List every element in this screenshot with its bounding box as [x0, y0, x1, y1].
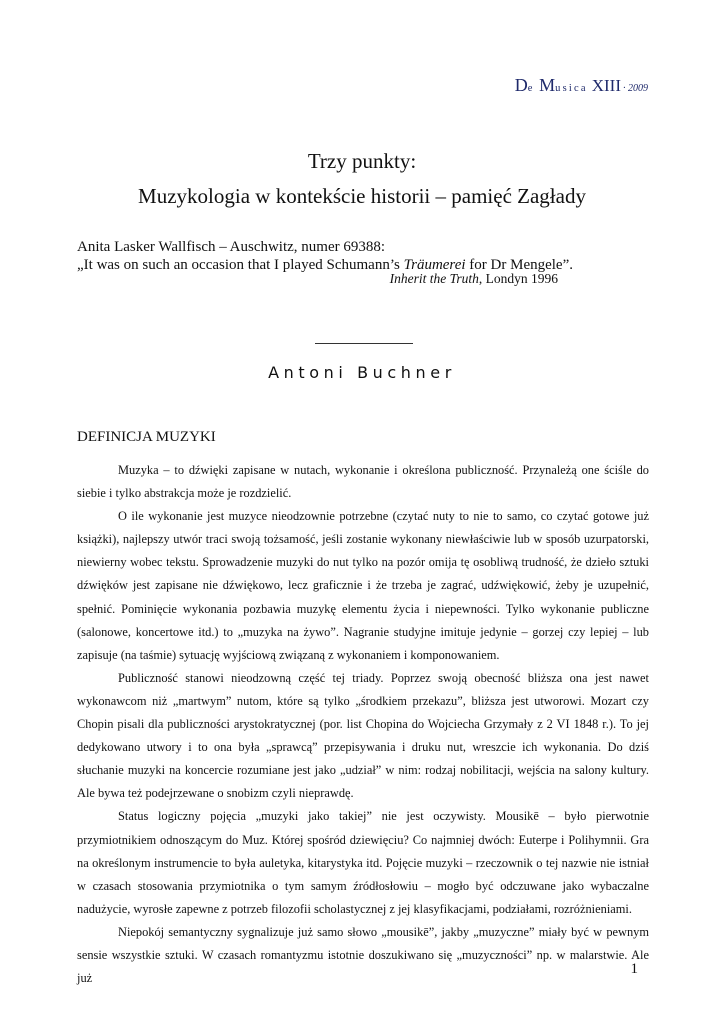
epigraph [77, 238, 573, 274]
article-title: Trzy punkty: [307, 149, 417, 173]
running-header [515, 76, 648, 95]
header-m-capital: M [539, 75, 556, 95]
author-name: Antoni Buchner [268, 363, 456, 382]
article-subtitle: Muzykologia w kontekście historii – pamięć Zagłady [138, 184, 586, 208]
body-text [77, 459, 649, 990]
header-d-capital: D [514, 75, 528, 95]
epigraph-quote-end: for Dr Mengele”. [465, 257, 574, 273]
paragraph: Muzyka – to dźwięki zapisane w nutach, wykonanie i określona publiczność. Przynależą one ściśle do siebie i tylko abstrakcja może je rozdzielić. [77, 463, 649, 501]
epigraph-source-title: Inherit the Truth [389, 271, 479, 286]
header-volume-number: XIII [591, 76, 621, 95]
epigraph-work-title: Träumerei [403, 257, 466, 273]
header-year: · 2009 [623, 83, 648, 94]
epigraph-source [390, 271, 558, 287]
page-number: 1 [630, 961, 638, 977]
title-divider [315, 343, 413, 344]
header-m-rest: usica [555, 83, 588, 94]
paragraph: Publiczność stanowi nieodzowną część tej triady. Poprzez swoją obecność bliższa ona jest nawet wykonawcom niż „martwym” nutom, które są tylko „środkiem przekazu”, bliższa jest utworowi. Mozart czy Chopin pisali dla publiczności arystokratycznej (por. list Chopina do Wojciecha Grzymały z 2 VI 1848 r.). To jej dedykowano utwory i to ona była „sprawcą” przepisywania i druku nut, wreszcie ich wykonania. Do dziś słuchanie muzyki na koncercie rozumiane jest jako „udział” w nim: rodzaj nobilitacji, wejścia na salony kultury. Ale bywa też podejrzewane o snobizm czyli nieprawdę. [77, 670, 649, 801]
paragraph: Niepokój semantyczny sygnalizuje już samo słowo „mousikē”, jakby „muzyczne” miały być w pewnym sensie wszystkie sztuki. W czasach romantyzmu istotnie doszukiwano się „muzyczności” np. w malarstwie. Ale już [77, 924, 649, 986]
header-d-rest: e [527, 83, 535, 94]
epigraph-line-1: Anita Lasker Wallfisch – Auschwitz, numer 69388: [77, 239, 386, 255]
epigraph-quote-start: „It was on such an occasion that I played Schumann’s [77, 257, 404, 273]
epigraph-source-place: , Londyn 1996 [478, 271, 558, 286]
paragraph: Status logiczny pojęcia „muzyki jako takiej” nie jest oczywisty. Mousikē – było pierwotnie przymiotnikiem odnoszącym do Muz. Której spośród dziewięciu? Co najmniej dwóch: Euterpe i Polihymnii. Gra na określonym instrumencie to była auletyka, kitarystyka itd. Pojęcie muzyki – rzeczownik o tej nazwie nie istniał w czasach stosowania przymiotnika o tym samym źródłosłowiu – mogło być odczuwane jako wybaczalne nadużycie, wyrosłe zapewne z potrzeb filozofii scholastycznej z jej klasyfikacjami, podziałami, rozróżnieniami. [77, 809, 649, 916]
section-heading: DEFINICJA MUZYKI [77, 429, 216, 445]
paragraph: O ile wykonanie jest muzyce nieodzownie potrzebne (czytać nuty to nie to samo, co czytać gotowe już książki), najlepszy utwór traci swoją tożsamość, jeśli zostanie wykonany niewłaściwie lub w sposób uzurpatorski, niewierny wobec tekstu. Sprowadzenie muzyki do nut tylko na pozór omija tę osobliwą trudność, że dzieło sztuki dźwięków jest zapisane nie dźwiękowo, lecz graficznie i że trzeba je zagrać, udźwiękowić, żeby je uzupełnić, spełnić. Pominięcie wykonania pozbawia muzykę elementu życia i niepewności. Tylko wykonanie publiczne (salonowe, koncertowe itd.) to „muzyka na żywo”. Nagranie studyjne imituje jedynie – gorzej czy lepiej – lub zapisuje (na taśmie) sytuację wyjściową związaną z wykonaniem i komponowaniem. [77, 509, 649, 662]
